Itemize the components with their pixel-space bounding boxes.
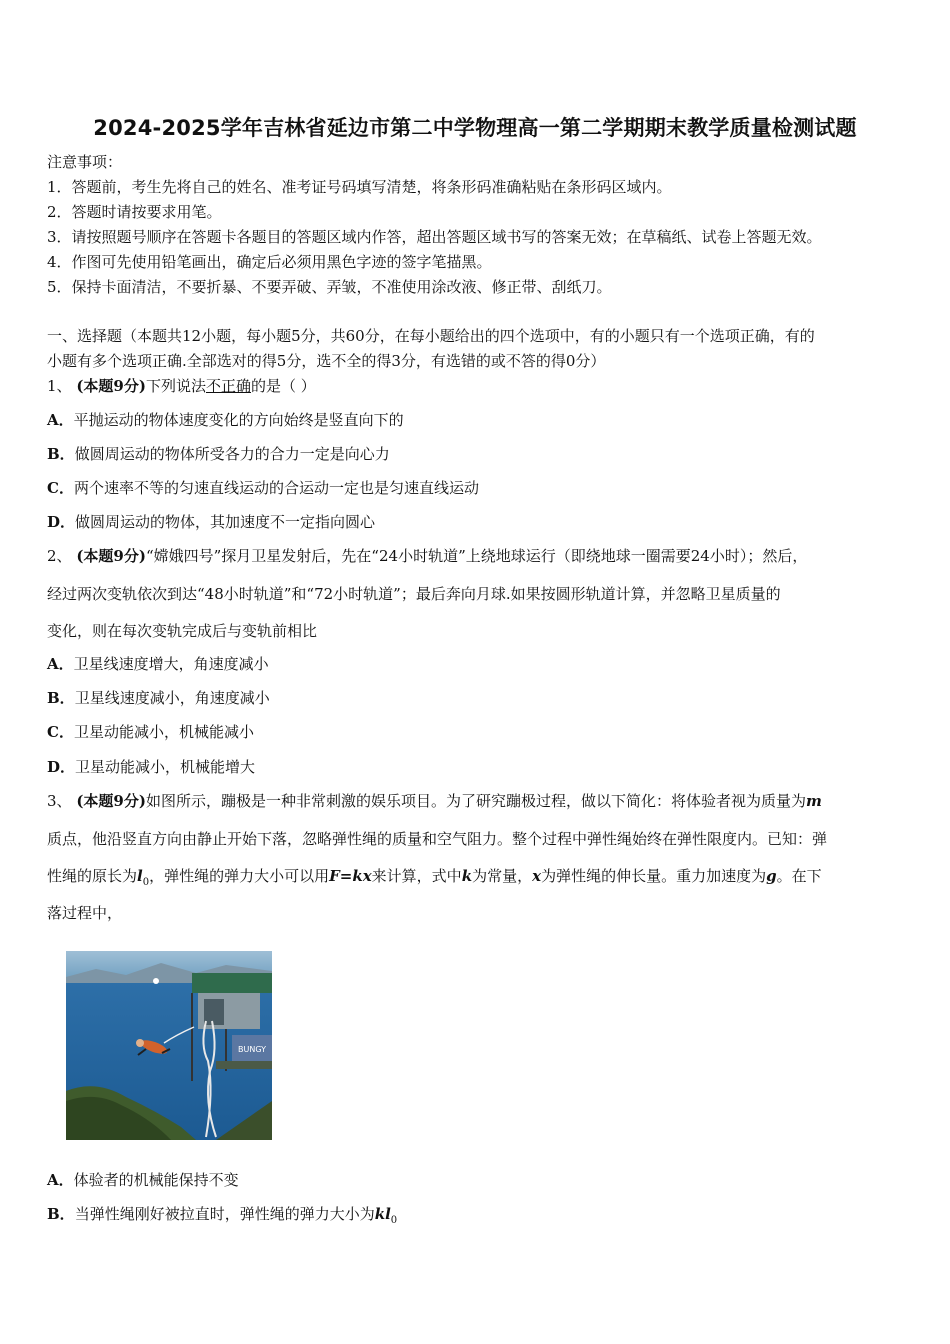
notice-item: 3．请按照题号顺序在答题卡各题目的答题区域内作答，超出答题区域书写的答案无效；在草稿纸、试卷上答题无效。 bbox=[47, 228, 822, 246]
question-1-option-b bbox=[47, 444, 917, 464]
question-2-stem-line-3: 变化，则在每次变轨完成后与变轨前相比 bbox=[47, 622, 318, 640]
question-2-option-a bbox=[47, 654, 917, 674]
question-3-stem-line-3 bbox=[47, 866, 917, 893]
question-score: (本题9分) bbox=[76, 792, 146, 810]
question-text: 。在下 bbox=[776, 867, 822, 885]
question-3-stem-line-1 bbox=[47, 791, 917, 811]
question-text: 来计算，式中 bbox=[371, 867, 462, 885]
notice-item: 4．作图可先使用铅笔画出，确定后必须用黑色字迹的签字笔描黑。 bbox=[47, 253, 492, 271]
question-3-stem-line-4: 落过程中， bbox=[47, 904, 123, 922]
question-text: 性绳的原长为 bbox=[47, 867, 138, 885]
option-text: 当弹性绳刚好被拉直时，弹性绳的弹力大小为 bbox=[74, 1205, 375, 1223]
question-1-stem bbox=[47, 376, 917, 396]
question-score: (本题9分) bbox=[76, 377, 146, 395]
question-score: (本题9分) bbox=[76, 547, 146, 565]
question-2-option-b bbox=[47, 688, 917, 708]
option-text: 做圆周运动的物体所受各力的合力一定是向心力 bbox=[74, 445, 390, 463]
question-2-stem-line-1 bbox=[47, 546, 917, 566]
page-title: 2024-2025学年吉林省延边市第二中学物理高一第二学期期末教学质量检测试题 bbox=[93, 116, 857, 140]
formula-f-kx: F=kx bbox=[329, 867, 372, 885]
variable-m: m bbox=[805, 792, 822, 810]
option-letter: C． bbox=[47, 479, 74, 497]
variable-g: g bbox=[766, 867, 777, 885]
option-letter: D． bbox=[47, 758, 76, 776]
bungee-jump-photo bbox=[66, 951, 272, 1140]
notice-item: 1．答题前，考生先将自己的姓名、准考证号码填写清楚，将条形码准确粘贴在条形码区域内。 bbox=[47, 178, 672, 196]
question-2-option-d bbox=[47, 757, 917, 777]
question-3-option-b bbox=[47, 1204, 917, 1231]
question-text: “嫦娥四号”探月卫星发射后，先在“24小时轨道”上绕地球运行（即绕地球一圈需要24小时）；然后， bbox=[145, 547, 808, 565]
option-text: 卫星线速度减小，角速度减小 bbox=[74, 689, 270, 707]
platform-sign: BUNGY bbox=[238, 1045, 267, 1054]
notice-item: 2．答题时请按要求用笔。 bbox=[47, 203, 222, 221]
subscript-zero: 0 bbox=[142, 877, 150, 888]
notice-heading: 注意事项： bbox=[47, 153, 123, 171]
option-text: 平抛运动的物体速度变化的方向始终是竖直向下的 bbox=[73, 411, 404, 429]
option-text: 卫星动能减小，机械能增大 bbox=[75, 758, 256, 776]
question-text: 如图所示，蹦极是一种非常刺激的娱乐项目。为了研究蹦极过程，做以下简化：将体验者视为质量为 bbox=[145, 792, 806, 810]
question-2-stem-line-2: 经过两次变轨依次到达“48小时轨道”和“72小时轨道”；最后奔向月球.如果按圆形轨道计算，并忽略卫星质量的 bbox=[47, 585, 781, 603]
question-text: 的是（ ） bbox=[251, 377, 316, 395]
option-text: 卫星线速度增大，角速度减小 bbox=[73, 655, 269, 673]
option-letter: D． bbox=[47, 513, 76, 531]
variable-l: l bbox=[137, 867, 143, 885]
notice-item: 5．保持卡面清洁，不要折暴、不要弄破、弄皱，不准使用涂改液、修正带、刮纸刀。 bbox=[47, 278, 612, 296]
option-text: 卫星动能减小，机械能减小 bbox=[73, 723, 254, 741]
option-letter: B． bbox=[47, 689, 75, 707]
underlined-keyword: 不正确 bbox=[205, 377, 251, 395]
bungee-illustration bbox=[66, 951, 272, 1140]
option-letter: B． bbox=[47, 1205, 75, 1223]
question-3-stem-line-2: 质点，他沿竖直方向由静止开始下落，忽略弹性绳的质量和空气阻力。整个过程中弹性绳始终在弹性限度内。已知：弹 bbox=[47, 830, 828, 848]
option-text: 两个速率不等的匀速直线运动的合运动一定也是匀速直线运动 bbox=[73, 479, 479, 497]
option-text: 做圆周运动的物体，其加速度不一定指向圆心 bbox=[75, 513, 376, 531]
option-letter: A． bbox=[47, 411, 74, 429]
variable-k: k bbox=[461, 867, 473, 885]
option-letter: A． bbox=[47, 1171, 74, 1189]
subscript-zero: 0 bbox=[390, 1215, 398, 1226]
question-2-option-c bbox=[47, 722, 917, 742]
section-heading-line-2: 小题有多个选项正确.全部选对的得5分，选不全的得3分，有选错的或不答的得0分） bbox=[47, 352, 606, 370]
option-letter: A． bbox=[47, 655, 74, 673]
variable-x: x bbox=[532, 867, 542, 885]
question-3-option-a bbox=[47, 1170, 917, 1190]
question-1-option-c bbox=[47, 478, 917, 498]
question-text: 为弹性绳的伸长量。重力加速度为 bbox=[541, 867, 767, 885]
question-number: 1、 bbox=[47, 377, 72, 395]
question-1-option-d bbox=[47, 512, 917, 532]
question-text: 下列说法 bbox=[145, 377, 206, 395]
question-number: 2、 bbox=[47, 547, 72, 565]
option-text: 体验者的机械能保持不变 bbox=[73, 1171, 239, 1189]
section-heading-line-1: 一、选择题（本题共12小题，每小题5分，共60分，在每小题给出的四个选项中，有的小题只有一个选项正确，有的 bbox=[47, 327, 815, 345]
option-letter: B． bbox=[47, 445, 75, 463]
question-text: ，弹性绳的弹力大小可以用 bbox=[149, 867, 330, 885]
option-letter: C． bbox=[47, 723, 74, 741]
question-1-option-a bbox=[47, 410, 917, 430]
question-text: 为常量， bbox=[472, 867, 533, 885]
question-number: 3、 bbox=[47, 792, 72, 810]
variable-kl: kl bbox=[374, 1205, 391, 1223]
